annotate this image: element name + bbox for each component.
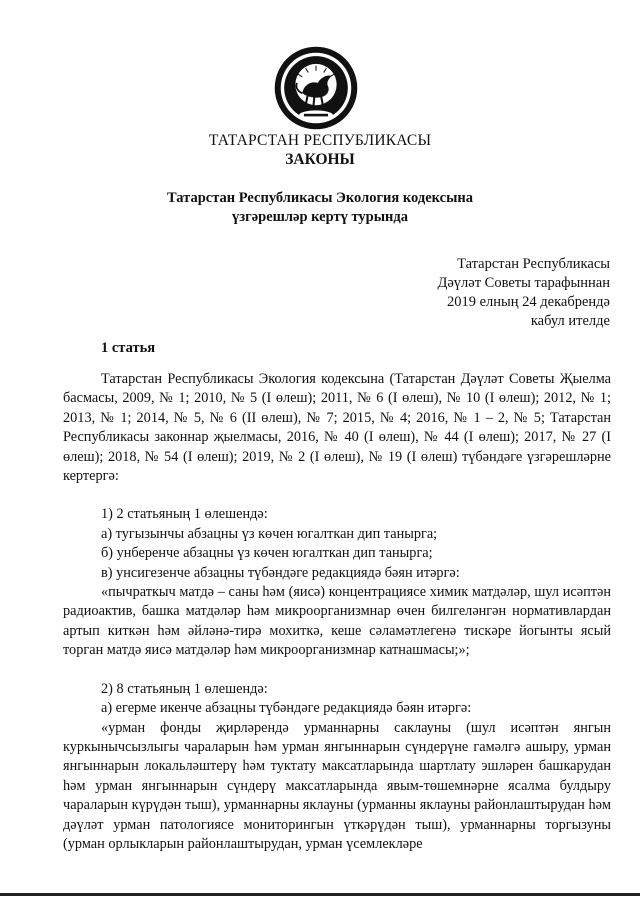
adoption-block [437,255,610,331]
paragraph-item-1: 1) 2 статьяның 1 өлешендә: [101,506,268,523]
paragraph-item-1v: в) унсигезенче абзацны түбәндәге редакциядә бәян итәргә: [101,564,460,581]
adoption-line-2: Дәүләт Советы тарафыннан [437,275,610,291]
adoption-line-1: Татарстан Республикасы [457,256,610,272]
law-subject-line-2: үзгәрешләр кертү турында [232,209,408,225]
tatarstan-emblem-icon [273,45,359,131]
paragraph-item-1b: б) унберенче абзацны үз көчен югалткан дип танырга; [101,545,433,562]
paragraph-intro: Татарстан Республикасы Экология кодексына (Татарстан Дәүләт Советы Җыелма басмасы, 2009, № 1; 2010, № 5 (I өлеш); 2011, № 6 (I өлеш), № 10 (I өлеш); 2012, № 1; 2013, № 1; 2014, № 5, № 6 (II өлеш), № 7; 2015, № 4; 2016, № 1 – 2, № 5; Татарстан Республикасы законнар җыелмасы, 2016, № 40 (I өлеш), № 44 (I өлеш); 2017, № 27 (I өлеш); 2018, № 54 (I өлеш); 2019, № 2 (I өлеш), № 19 (I өлеш) түбәндәге үзгәрешләрне кертергә: [63,371,611,485]
law-subject-line-1: Татарстан Республикасы Экология кодексына [166,190,473,206]
adoption-line-3: 2019 елның 24 декабрендә [446,294,610,310]
law-title: ЗАКОНЫ [285,151,355,168]
republic-title: ТАТАРСТАН РЕСПУБЛИКАСЫ [208,132,432,149]
paragraph-definition: «пычраткыч матдә – саны һәм (яисә) концентрациясе химик матдәләр, шул исәптән радиоактив, башка матдәләр һәм микроорганизмнар өчен билгеләнгән нормативлардан артып киткән һәм әйләнә-тирә мохиткә, кеше сәламәтлегенә тискәре йогынты ясый торган матдә яисә матдәләр һәм микроорганизмнар катнашмасы;»; [63,584,611,659]
paragraph-item-2: 2) 8 статьяның 1 өлешендә: [101,680,268,697]
adoption-line-4: кабул ителде [530,313,610,329]
paragraph-item-1a: а) тугызынчы абзацны үз көчен югалткан дип танырга; [101,525,438,542]
paragraph-item-2a: а) егерме икенче абзацны түбәндәге редакциядә бәян итәргә: [101,700,472,717]
article-heading: 1 статья [101,340,156,356]
article-body [63,370,611,854]
paragraph-forest: «урман фонды җирләрендә урманнарны саклауны (шул исәптән янгын куркынычсызлыгы чараларын һәм урман янгыннарын сүндерүне гамәлгә ашыру, урман янгыннарын локальләштерү һәм туктату максатларында шартлату эшләрен башкарудан һәм урман янгыннарын сүндерү максатларында явым-төшемнәрне ясалма булдыру чараларын күрүдән тыш), урманнарны яклауны (урманны яклауны районлаштырудан һәм дәүләт урман патологиясе мониторингын үткәрүдән тыш), урманнарны торгызуны (урман орлыкларын районлаштырудан, урман үсемлекләре [63,719,611,852]
scan-edge-line [0,893,640,896]
